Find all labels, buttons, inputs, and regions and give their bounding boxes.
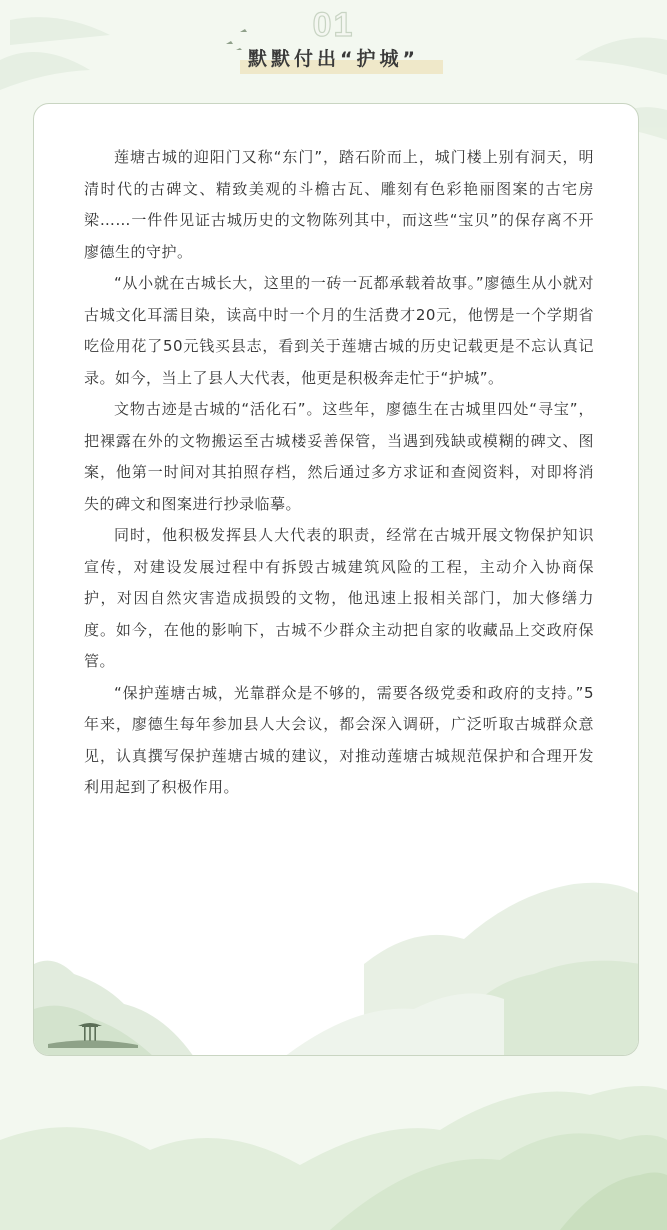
article-paragraph: “保护莲塘古城，光靠群众是不够的，需要各级党委和政府的支持。”5年来，廖德生每年参加县人大会议，都会深入调研，广泛听取古城群众意见，认真撰写保护莲塘古城的建议，对推动莲塘古城规范保护和合理开发利用起到了积极作用。 — [84, 683, 594, 796]
article-paragraph: 莲塘古城的迎阳门又称“东门”，踏石阶而上，城门楼上别有洞天，明清时代的古碑文、精致美观的斗檐古瓦、雕刻有色彩艳丽图案的古宅房梁……一件件见证古城历史的文物陈列其中，而这些“宝贝”的保存离不开廖德生的守护。 — [84, 148, 594, 261]
section-number: 01 — [312, 6, 355, 44]
section-header — [0, 0, 667, 90]
article-paragraph: 同时，他积极发挥县人大代表的职责，经常在古城开展文物保护知识宣传，对建设发展过程中有拆毁古城建筑风险的工程，主动介入协商保护，对因自然灾害造成损毁的文物，他迅速上报相关部门，加大修缮力度。如今，在他的影响下，古城不少群众主动把自家的收藏品上交政府保管。 — [84, 526, 594, 670]
section-title: 默默付出“护城” — [248, 48, 419, 70]
article-body — [84, 142, 594, 804]
article-card — [33, 103, 639, 1056]
article-paragraph: “从小就在古城长大，这里的一砖一瓦都承载着故事。”廖德生从小就对古城文化耳濡目染，读高中时一个月的生活费才20元，他愣是一个学期省吃俭用花了50元钱买县志，看到关于莲塘古城的历史记载更是不忘认真记录。如今，当上了县人大代表，他更是积极奔走忙于“护城”。 — [84, 274, 594, 387]
article-paragraph: 文物古迹是古城的“活化石”。这些年，廖德生在古城里四处“寻宝”，把裸露在外的文物搬运至古城楼妥善保管，当遇到残缺或模糊的碑文、图案，他第一时间对其拍照存档，然后通过多方求证和查阅资料，对即将消失的碑文和图案进行抄录临摹。 — [84, 400, 594, 513]
